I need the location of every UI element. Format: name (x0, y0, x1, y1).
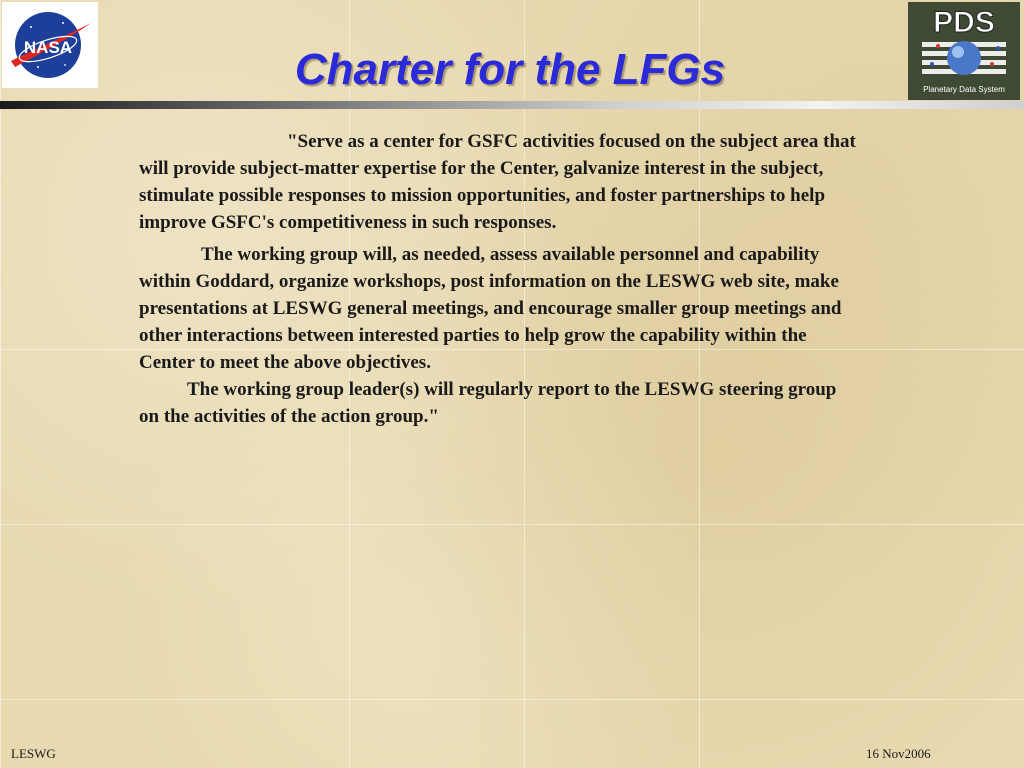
footer-org-label: LESWG (11, 746, 56, 761)
tile-divider (0, 699, 1024, 700)
svg-text:PDS: PDS (933, 6, 995, 39)
footer-date: 16 Nov2006 (866, 746, 931, 761)
svg-text:Planetary Data System: Planetary Data System (923, 85, 1005, 94)
charter-paragraph-3: The working group leader(s) will regularly report to the LESWG steering group on the activities of the action group." (139, 379, 837, 427)
charter-text (139, 128, 859, 430)
charter-paragraph-1: "Serve as a center for GSFC activities focused on the subject area that will provide subject-matter expertise for the Center, galvanize interest in the subject, stimulate possible responses to mission opportunities, and foster partnerships to help improve GSFC's competitiveness in such responses. (139, 131, 856, 233)
nasa-logo (2, 2, 98, 88)
tile-divider (0, 524, 1024, 525)
pds-logo (908, 2, 1020, 100)
svg-text:NASA: NASA (23, 38, 73, 57)
nasa-meatball-icon (5, 5, 95, 85)
charter-paragraph-2: The working group will, as needed, assess available personnel and capability within Goddard, organize workshops, post information on the LESWG web site, make presentations at LESWG general meetings, and encourage smaller group meetings and other interactions between interested parties to help grow the capability within the Center to meet the above objectives. (139, 244, 842, 373)
title-divider (0, 101, 1024, 109)
tile-divider (0, 0, 1, 768)
pds-planet-icon (908, 2, 1020, 100)
slide-title: Charter for the LFGs (294, 45, 726, 94)
